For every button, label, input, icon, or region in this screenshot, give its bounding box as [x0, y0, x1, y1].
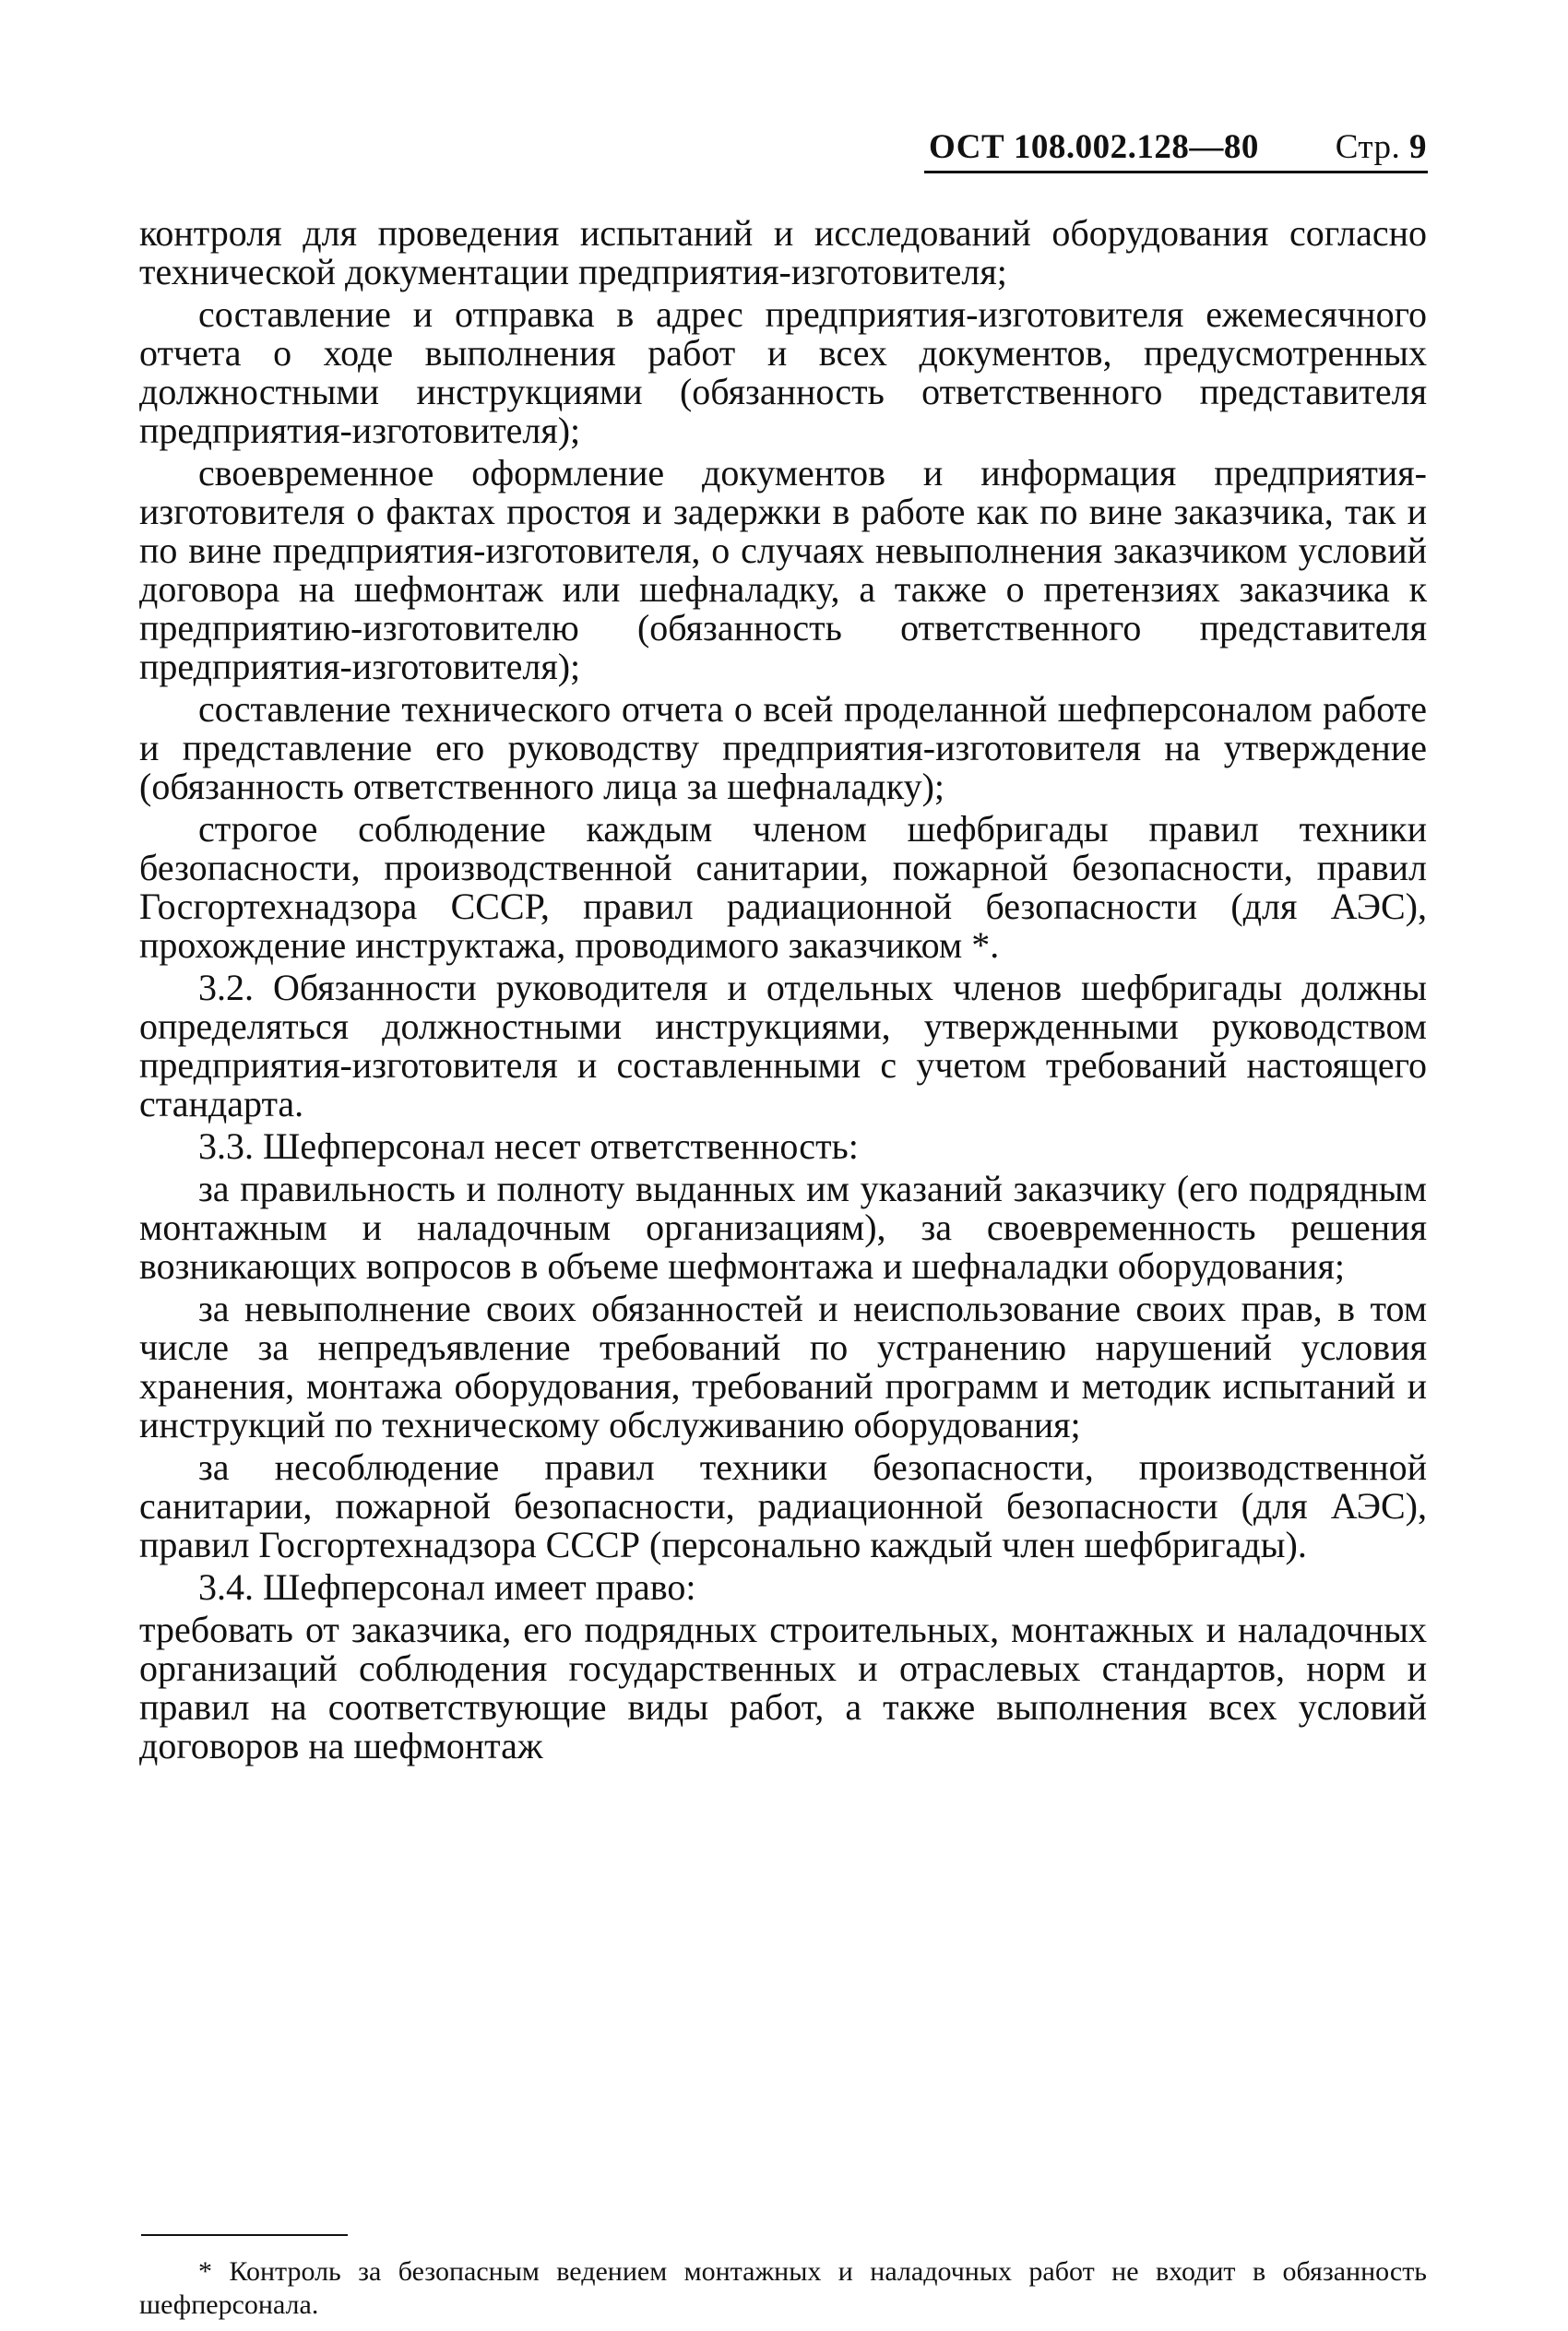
section-3-3-heading: 3.3. Шефперсонал несет ответственность:	[198, 1125, 859, 1167]
paragraph: контроля для проведения испытаний и исследований оборудования согласно технической документации предприятия-изготовителя;	[139, 212, 1427, 292]
page-label: Стр.	[1335, 128, 1401, 166]
paragraph: составление и отправка в адрес предприятия-изготовителя ежемесячного отчета о ходе выполнения работ и всех документов, предусмотренных должностными инструкциями (обязанность ответственного представителя предприятия-изготовителя);	[139, 293, 1427, 451]
page-number-block	[1336, 127, 1427, 167]
page-header	[929, 127, 1427, 167]
footnote	[139, 2255, 1427, 2322]
paragraph: своевременное оформление документов и информация предприятия-изготовителя о фактах простоя и задержки в работе как по вине заказчика, так и по вине предприятия-изготовителя, о случаях невыполнения заказчиком условий договора на шефмонтаж или шефналадку, а также о претензиях заказчика к предприятию-изготовителю (обязанность ответственного представителя предприятия-изготовителя);	[139, 452, 1427, 687]
footnote-text: * Контроль за безопасным ведением монтажных и наладочных работ не входит в обязанность шефперсонала.	[139, 2256, 1427, 2320]
paragraph: строгое соблюдение каждым членом шефбригады правил техники безопасности, производственной санитарии, пожарной безопасности, правил Госгортехнадзора СССР, правил радиационной безопасности (для АЭС), прохождение инструктажа, проводимого заказчиком *.	[139, 808, 1427, 966]
body-text	[139, 214, 1427, 1769]
header-rule	[924, 171, 1428, 173]
standard-number: ОСТ 108.002.128—80	[929, 128, 1259, 166]
page-number: 9	[1409, 128, 1427, 166]
paragraph: составление технического отчета о всей проделанной шефперсоналом работе и представление его руководству предприятия-изготовителя на утверждение (обязанность ответственного лица за шефналадку);	[139, 688, 1427, 807]
footnote-rule	[141, 2234, 348, 2236]
paragraph: за несоблюдение правил техники безопасности, производственной санитарии, пожарной безопасности, радиационной безопасности (для АЭС), правил Госгортехнадзора СССР (персонально каждый член шефбригады).	[139, 1446, 1427, 1565]
section-3-2: 3.2. Обязанности руководителя и отдельных членов шефбригады должны определяться должностными инструкциями, утвержденными руководством предприятия-изготовителя и составленными с учетом требований настоящего стандарта.	[139, 967, 1427, 1124]
section-3-4-heading: 3.4. Шефперсонал имеет право:	[198, 1566, 696, 1608]
paragraph: за невыполнение своих обязанностей и неиспользование своих прав, в том числе за непредъявление требований по устранению нарушений условия хранения, монтажа оборудования, требований программ и методик испытаний и инструкций по техническому обслуживанию оборудования;	[139, 1288, 1427, 1445]
paragraph: требовать от заказчика, его подрядных строительных, монтажных и наладочных организаций соблюдения государственных и отраслевых стандартов, норм и правил на соответствующие виды работ, а также выполнения всех условий договоров на шефмонтаж	[139, 1609, 1427, 1766]
paragraph: за правильность и полноту выданных им указаний заказчику (его подрядным монтажным и наладочным организациям), за своевременность решения возникающих вопросов в объеме шефмонтажа и шефналадки оборудования;	[139, 1168, 1427, 1287]
